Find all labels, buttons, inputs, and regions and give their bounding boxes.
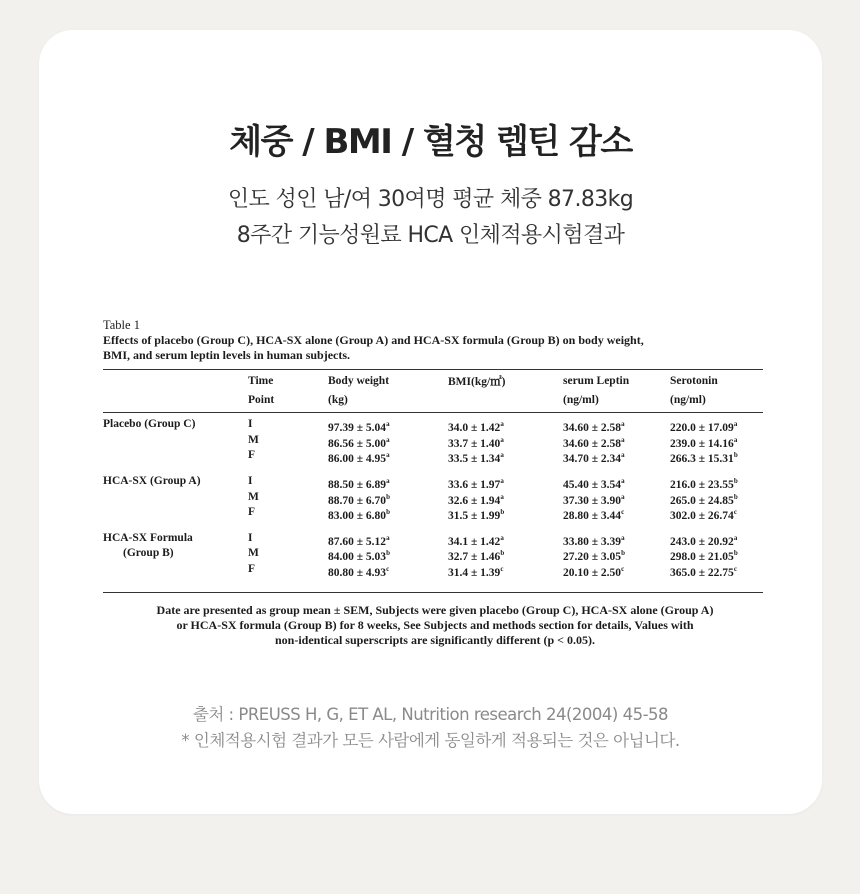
table-row	[103, 466, 763, 492]
time-point-cell: F	[248, 449, 256, 462]
leptin-cell: 28.80 ± 3.44$^c$	[563, 508, 625, 522]
body-weight-cell: 88.50 ± 6.89$^a$	[328, 476, 390, 491]
body-weight-cell: 88.70 ± 6.70$^b$	[328, 492, 390, 507]
page-title: 체중 / BMI / 혈청 렙틴 감소	[229, 122, 632, 162]
bmi-cell: 33.5 ± 1.34$^a$	[448, 451, 504, 466]
study-table-figure	[103, 318, 767, 648]
header-bmi-unit	[448, 391, 563, 413]
body-weight-cell: 83.00 ± 6.80$^b$	[328, 508, 390, 522]
serotonin-cell: 265.0 ± 24.85$^b$	[670, 492, 738, 507]
body-weight-cell: 80.80 ± 4.93$^c$	[328, 564, 448, 592]
table-row	[103, 492, 763, 508]
table-row	[103, 435, 763, 451]
table-row	[103, 564, 763, 592]
time-point-cell: F	[248, 506, 256, 519]
content-card	[39, 30, 822, 814]
source-footer	[39, 702, 822, 754]
header-leptin-unit: (ng/ml)	[563, 391, 670, 413]
group-name-cell: HCA-SX (Group A)	[103, 474, 201, 487]
body-weight-cell: 84.00 ± 5.03$^b$	[328, 549, 390, 564]
table-row	[103, 413, 763, 435]
header-time-unit: Point	[248, 391, 328, 413]
serotonin-cell: 216.0 ± 23.55$^b$	[670, 476, 738, 491]
bmi-cell: 34.1 ± 1.42$^a$	[448, 533, 504, 548]
group-name-cell	[103, 564, 248, 592]
source-citation: 출처 : PREUSS H, G, ET AL, Nutrition research 24(2004) 45-58	[192, 705, 669, 724]
time-point-cell: M	[248, 547, 259, 560]
bmi-cell: 32.6 ± 1.94$^a$	[448, 492, 504, 507]
header-leptin: serum Leptin	[563, 375, 630, 387]
leptin-cell: 34.70 ± 2.34$^a$	[563, 451, 625, 466]
subtitle-line-1: 인도 성인 남/여 30여명 평균 체중 87.83kg	[227, 187, 634, 212]
group-name-cell: (Group B)	[123, 547, 174, 560]
leptin-cell: 37.30 ± 3.90$^a$	[563, 492, 625, 507]
bmi-cell: 31.4 ± 1.39$^c$	[448, 564, 563, 592]
subtitle-line-2: 8주간 기능성원료 HCA 인체적용시험결과	[236, 223, 625, 248]
group-name-cell: Placebo (Group C)	[103, 418, 196, 430]
table-row	[103, 450, 763, 466]
serotonin-cell: 266.3 ± 15.31$^b$	[670, 451, 738, 466]
footnote-line-2: or HCA-SX formula (Group B) for 8 weeks, See Subjects and methods section for details, Values with	[176, 617, 694, 632]
serotonin-cell: 298.0 ± 21.05$^b$	[670, 549, 738, 564]
footnote-line-3: non-identical superscripts are significantly different (p < 0.05).	[274, 632, 596, 647]
header-bmi: BMI(kg/㎡)	[448, 376, 506, 388]
group-name-cell	[103, 492, 248, 508]
table-row	[103, 548, 763, 564]
header-empty	[103, 370, 248, 392]
table-body	[103, 413, 763, 593]
header-serotonin: Serotonin	[670, 375, 718, 387]
time-point-cell: I	[248, 531, 253, 544]
serotonin-cell: 243.0 ± 20.92$^a$	[670, 533, 738, 548]
subtitle	[39, 182, 822, 254]
body-weight-cell: 86.56 ± 5.00$^a$	[328, 435, 390, 450]
bmi-cell: 32.7 ± 1.46$^b$	[448, 549, 505, 564]
table-caption-line-1: Effects of placebo (Group C), HCA-SX alone (Group A) and HCA-SX formula (Group B) on body weight,	[103, 333, 644, 347]
leptin-cell: 27.20 ± 3.05$^b$	[563, 549, 625, 564]
group-name-cell	[103, 450, 248, 466]
leptin-cell: 45.40 ± 3.54$^a$	[563, 476, 625, 491]
group-name-cell	[103, 507, 248, 523]
header-serotonin-unit: (ng/ml)	[670, 391, 763, 413]
serotonin-cell: 220.0 ± 17.09$^a$	[670, 420, 738, 434]
table-caption-line-2: BMI, and serum leptin levels in human subjects.	[103, 348, 351, 362]
body-weight-cell: 86.00 ± 4.95$^a$	[328, 451, 390, 466]
group-name-cell	[103, 435, 248, 451]
header-time: Time	[248, 375, 274, 387]
bmi-cell: 34.0 ± 1.42$^a$	[448, 420, 504, 434]
body-weight-cell: 97.39 ± 5.04$^a$	[328, 420, 390, 434]
time-point-cell: F	[248, 564, 328, 592]
header2-empty	[103, 391, 248, 413]
serotonin-cell: 302.0 ± 26.74$^c$	[670, 508, 737, 522]
leptin-cell: 34.60 ± 2.58$^a$	[563, 420, 625, 434]
time-point-cell: I	[248, 418, 253, 430]
serotonin-cell: 239.0 ± 14.16$^a$	[670, 435, 738, 450]
body-weight-cell: 87.60 ± 5.12$^a$	[328, 533, 390, 548]
bmi-cell: 33.7 ± 1.40$^a$	[448, 435, 504, 450]
time-point-cell: M	[248, 433, 259, 446]
table-label: Table 1	[103, 318, 140, 332]
footnote-line-1: Date are presented as group mean ± SEM, Subjects were given placebo (Group C), HCA-SX alone (Group A)	[156, 602, 714, 617]
serotonin-cell: 365.0 ± 22.75$^c$	[670, 564, 763, 592]
header-body-weight: Body weight	[328, 375, 390, 387]
time-point-cell: M	[248, 490, 259, 503]
time-point-cell: I	[248, 474, 253, 487]
bmi-cell: 31.5 ± 1.99$^b$	[448, 508, 505, 522]
group-name-cell: HCA-SX Formula	[103, 531, 193, 544]
table-row	[103, 523, 763, 549]
table-footnote	[103, 603, 767, 648]
leptin-cell: 34.60 ± 2.58$^a$	[563, 435, 625, 450]
results-table	[103, 369, 763, 593]
table-row	[103, 507, 763, 523]
disclaimer: * 인체적용시험 결과가 모든 사람에게 동일하게 적용되는 것은 아닙니다.	[181, 731, 680, 750]
bmi-cell: 33.6 ± 1.97$^a$	[448, 476, 504, 491]
leptin-cell: 20.10 ± 2.50$^c$	[563, 564, 670, 592]
leptin-cell: 33.80 ± 3.39$^a$	[563, 533, 625, 548]
header-body-weight-unit: (kg)	[328, 391, 448, 413]
